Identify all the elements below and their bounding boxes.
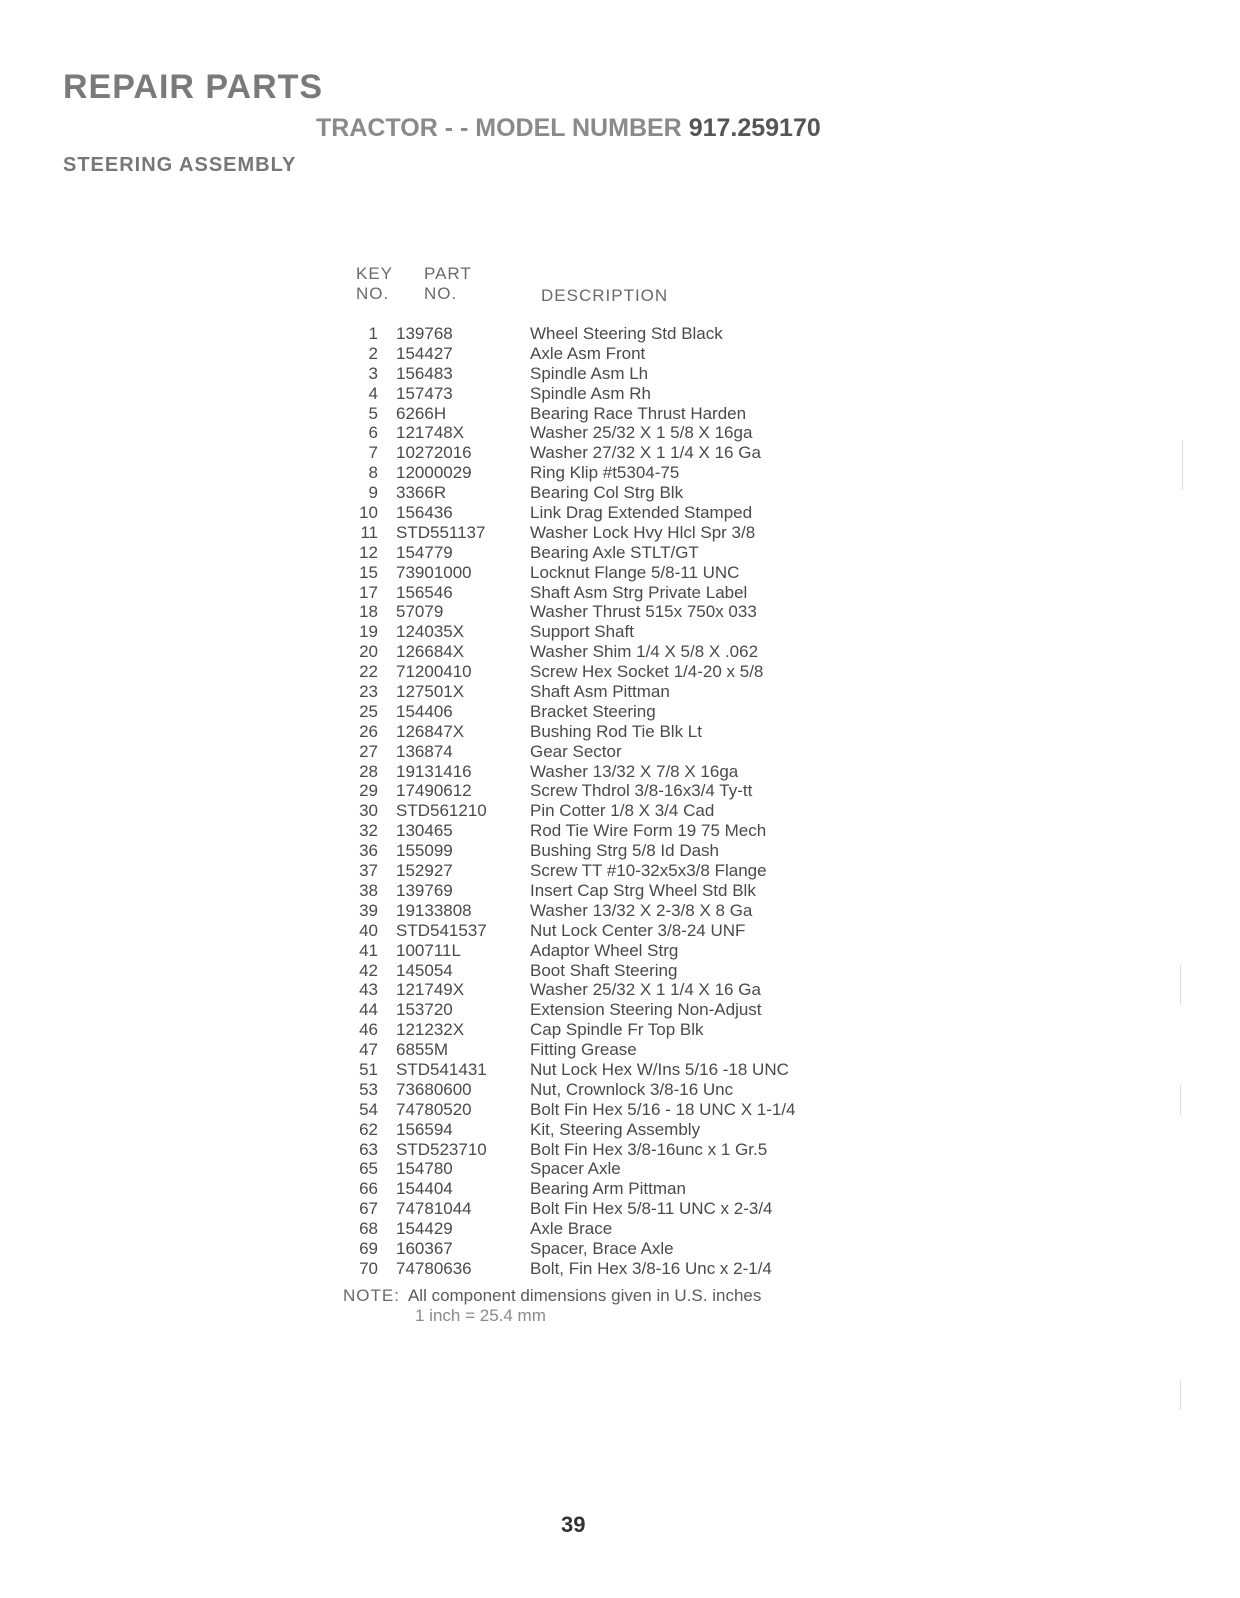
part-key-no: 32 xyxy=(359,821,378,841)
part-description: Ring Klip #t5304-75 xyxy=(530,463,680,483)
model-heading-prefix: TRACTOR - - MODEL NUMBER xyxy=(316,114,682,142)
part-number: 126847X xyxy=(396,721,465,741)
part-description: Bracket Steering xyxy=(530,701,656,721)
part-key-no: 39 xyxy=(359,900,378,920)
page-title: REPAIR PARTS xyxy=(63,68,324,106)
part-number: 154404 xyxy=(396,1179,453,1199)
part-number: 160367 xyxy=(396,1238,453,1258)
column-header-description: DESCRIPTION xyxy=(541,286,669,305)
part-number: 121749X xyxy=(396,980,465,1000)
part-description: Cap Spindle Fr Top Blk xyxy=(530,1020,704,1040)
part-description: Washer Shim 1/4 X 5/8 X .062 xyxy=(530,642,759,662)
part-number: 17490612 xyxy=(396,781,472,801)
scan-edge-mark xyxy=(1180,1085,1181,1115)
column-header-part xyxy=(424,264,472,304)
part-number: 139769 xyxy=(396,880,453,900)
note-line2: 1 inch = 25.4 mm xyxy=(415,1306,546,1325)
part-number: 10272016 xyxy=(396,443,472,463)
part-number: 19131416 xyxy=(396,761,472,781)
part-key-no: 12 xyxy=(359,542,378,562)
part-number: 156546 xyxy=(396,582,453,602)
part-description: Nut Lock Center 3/8-24 UNF xyxy=(530,920,746,940)
part-number: 74780636 xyxy=(396,1258,472,1278)
part-description: Washer 27/32 X 1 1/4 X 16 Ga xyxy=(530,443,761,463)
part-key-no: 37 xyxy=(359,861,378,881)
part-key-no: 30 xyxy=(359,801,378,821)
part-key-no: 2 xyxy=(368,343,378,363)
part-description: Screw TT #10-32x5x3/8 Flange xyxy=(530,861,767,881)
part-key-no: 1 xyxy=(368,324,378,343)
part-number: 156483 xyxy=(396,363,453,383)
part-number: 130465 xyxy=(396,821,453,841)
part-key-no: 5 xyxy=(368,403,378,423)
part-number: 154779 xyxy=(396,542,453,562)
column-header-part-line1: PART xyxy=(424,264,472,283)
part-key-no: 41 xyxy=(359,940,378,960)
part-number: 154406 xyxy=(396,701,453,721)
part-key-no: 8 xyxy=(368,463,378,483)
part-key-no: 47 xyxy=(359,1040,378,1060)
part-number: 121748X xyxy=(396,423,465,443)
scan-edge-mark xyxy=(1180,1380,1181,1410)
part-number: 3366R xyxy=(396,483,447,503)
part-key-no: 54 xyxy=(359,1099,378,1119)
part-key-no: 18 xyxy=(359,602,378,622)
column-header-key xyxy=(356,264,393,304)
part-description: Boot Shaft Steering xyxy=(530,960,678,980)
scan-edge-mark xyxy=(1180,965,1181,1005)
part-description: Spacer Axle xyxy=(530,1159,621,1179)
part-key-no: 23 xyxy=(359,682,378,702)
part-description: Wheel Steering Std Black xyxy=(530,324,723,343)
column-header-part-line2: NO. xyxy=(424,284,458,303)
part-description: Pin Cotter 1/8 X 3/4 Cad xyxy=(530,801,715,821)
part-key-no: 7 xyxy=(368,443,378,463)
part-description: Spindle Asm Rh xyxy=(530,383,651,403)
part-number: 152927 xyxy=(396,861,453,881)
part-number: 156594 xyxy=(396,1119,453,1139)
column-header-key-line1: KEY xyxy=(356,264,394,283)
part-key-no: 9 xyxy=(368,483,378,503)
part-description: Extension Steering Non-Adjust xyxy=(530,1000,762,1020)
part-key-no: 29 xyxy=(359,781,378,801)
part-description: Insert Cap Strg Wheel Std Blk xyxy=(530,880,756,900)
part-description: Washer 13/32 X 2-3/8 X 8 Ga xyxy=(530,900,753,920)
part-key-no: 66 xyxy=(359,1179,378,1199)
part-number: 71200410 xyxy=(396,662,472,682)
part-description: Bushing Strg 5/8 Id Dash xyxy=(530,841,720,861)
part-number: 19133808 xyxy=(396,900,472,920)
note xyxy=(343,1286,761,1326)
part-key-no: 38 xyxy=(359,880,378,900)
part-description: Nut, Crownlock 3/8-16 Unc xyxy=(530,1079,734,1099)
part-key-no: 70 xyxy=(359,1258,378,1278)
part-description: Washer 13/32 X 7/8 X 16ga xyxy=(530,761,739,781)
part-key-no: 4 xyxy=(368,383,378,403)
part-number: 124035X xyxy=(396,622,465,642)
part-number: STD541431 xyxy=(396,1059,487,1079)
part-description: Link Drag Extended Stamped xyxy=(530,503,753,523)
part-description: Gear Sector xyxy=(530,741,622,761)
part-key-no: 22 xyxy=(359,662,378,682)
part-description: Bolt Fin Hex 5/8-11 UNC x 2-3/4 xyxy=(530,1199,773,1219)
part-key-no: 15 xyxy=(359,562,378,582)
part-key-no: 10 xyxy=(359,503,378,523)
page-number: 39 xyxy=(561,1512,586,1537)
part-number: 74780520 xyxy=(396,1099,472,1119)
part-number: 154780 xyxy=(396,1159,453,1179)
part-description: Bolt Fin Hex 5/16 - 18 UNC X 1-1/4 xyxy=(530,1099,796,1119)
part-description: Washer 25/32 X 1 5/8 X 16ga xyxy=(530,423,753,443)
part-description: Support Shaft xyxy=(530,622,634,642)
part-number: 136874 xyxy=(396,741,453,761)
part-key-no: 11 xyxy=(360,522,378,542)
part-key-no: 20 xyxy=(359,642,378,662)
part-description: Kit, Steering Assembly xyxy=(530,1119,701,1139)
note-line1: All component dimensions given in U.S. inches xyxy=(407,1286,762,1305)
part-description: Washer Thrust 515x 750x 033 xyxy=(530,602,757,622)
part-description: Shaft Asm Strg Private Label xyxy=(530,582,748,602)
part-key-no: 68 xyxy=(359,1219,378,1239)
part-number: 57079 xyxy=(396,602,444,622)
part-number: 73680600 xyxy=(396,1079,472,1099)
part-number: 154427 xyxy=(396,343,453,363)
part-number: 154429 xyxy=(396,1219,453,1239)
part-description: Bearing Col Strg Blk xyxy=(530,483,684,503)
part-description: Bushing Rod Tie Blk Lt xyxy=(530,721,702,741)
part-description: Bolt Fin Hex 3/8-16unc x 1 Gr.5 xyxy=(530,1139,768,1159)
part-description: Screw Thdrol 3/8-16x3/4 Ty-tt xyxy=(530,781,753,801)
part-number: 73901000 xyxy=(396,562,472,582)
part-key-no: 17 xyxy=(359,582,378,602)
part-number: 156436 xyxy=(396,503,453,523)
model-number: 917.259170 xyxy=(688,114,821,142)
part-key-no: 26 xyxy=(359,721,378,741)
part-key-no: 40 xyxy=(359,920,378,940)
part-key-no: 42 xyxy=(359,960,378,980)
model-heading xyxy=(316,114,821,143)
part-key-no: 36 xyxy=(359,841,378,861)
part-key-no: 62 xyxy=(359,1119,378,1139)
part-description: Shaft Asm Pittman xyxy=(530,682,670,702)
part-key-no: 65 xyxy=(359,1159,378,1179)
part-key-no: 67 xyxy=(359,1199,378,1219)
part-number: STD551137 xyxy=(396,522,486,542)
part-key-no: 63 xyxy=(359,1139,378,1159)
part-number: 153720 xyxy=(396,1000,453,1020)
part-number: 126684X xyxy=(396,642,465,662)
section-title: STEERING ASSEMBLY xyxy=(63,154,297,176)
part-number: STD523710 xyxy=(396,1139,487,1159)
part-description: Axle Asm Front xyxy=(530,343,646,363)
part-description: Nut Lock Hex W/Ins 5/16 -18 UNC xyxy=(530,1059,789,1079)
part-description: Spindle Asm Lh xyxy=(530,363,649,383)
part-description: Rod Tie Wire Form 19 75 Mech xyxy=(530,821,767,841)
part-number: 74781044 xyxy=(396,1199,472,1219)
part-key-no: 51 xyxy=(359,1059,378,1079)
scan-edge-mark xyxy=(1182,440,1183,490)
part-number: 155099 xyxy=(396,841,453,861)
part-description: Bearing Axle STLT/GT xyxy=(530,542,699,562)
part-description: Washer 25/32 X 1 1/4 X 16 Ga xyxy=(530,980,761,1000)
part-key-no: 46 xyxy=(359,1020,378,1040)
part-description: Spacer, Brace Axle xyxy=(530,1238,674,1258)
part-description: Washer Lock Hvy Hlcl Spr 3/8 xyxy=(530,522,756,542)
part-key-no: 6 xyxy=(368,423,378,443)
part-description: Axle Brace xyxy=(530,1219,613,1239)
part-description: Fitting Grease xyxy=(530,1040,637,1060)
part-description: Bearing Arm Pittman xyxy=(530,1179,686,1199)
part-key-no: 69 xyxy=(359,1238,378,1258)
part-number: 127501X xyxy=(396,682,465,702)
part-number: 6266H xyxy=(396,403,447,423)
part-number: STD561210 xyxy=(396,801,487,821)
part-number: 121232X xyxy=(396,1020,465,1040)
part-key-no: 27 xyxy=(359,741,378,761)
part-number: 157473 xyxy=(396,383,453,403)
part-key-no: 44 xyxy=(359,1000,378,1020)
part-description: Bolt, Fin Hex 3/8-16 Unc x 2-1/4 xyxy=(530,1258,772,1278)
part-description: Bearing Race Thrust Harden xyxy=(530,403,747,423)
part-key-no: 3 xyxy=(368,363,378,383)
column-header-key-line2: NO. xyxy=(356,284,390,303)
note-label: NOTE: xyxy=(343,1286,400,1305)
part-number: 6855M xyxy=(396,1040,448,1060)
part-key-no: 25 xyxy=(359,701,378,721)
part-number: 12000029 xyxy=(396,463,472,483)
part-description: Adaptor Wheel Strg xyxy=(530,940,679,960)
part-key-no: 43 xyxy=(359,980,378,1000)
part-number: 139768 xyxy=(396,324,453,343)
part-description: Screw Hex Socket 1/4-20 x 5/8 xyxy=(530,662,764,682)
part-number: STD541537 xyxy=(396,920,487,940)
part-number: 145054 xyxy=(396,960,453,980)
part-key-no: 53 xyxy=(359,1079,378,1099)
part-description: Locknut Flange 5/8-11 UNC xyxy=(530,562,740,582)
part-number: 100711L xyxy=(396,940,461,960)
part-key-no: 19 xyxy=(359,622,378,642)
part-key-no: 28 xyxy=(359,761,378,781)
